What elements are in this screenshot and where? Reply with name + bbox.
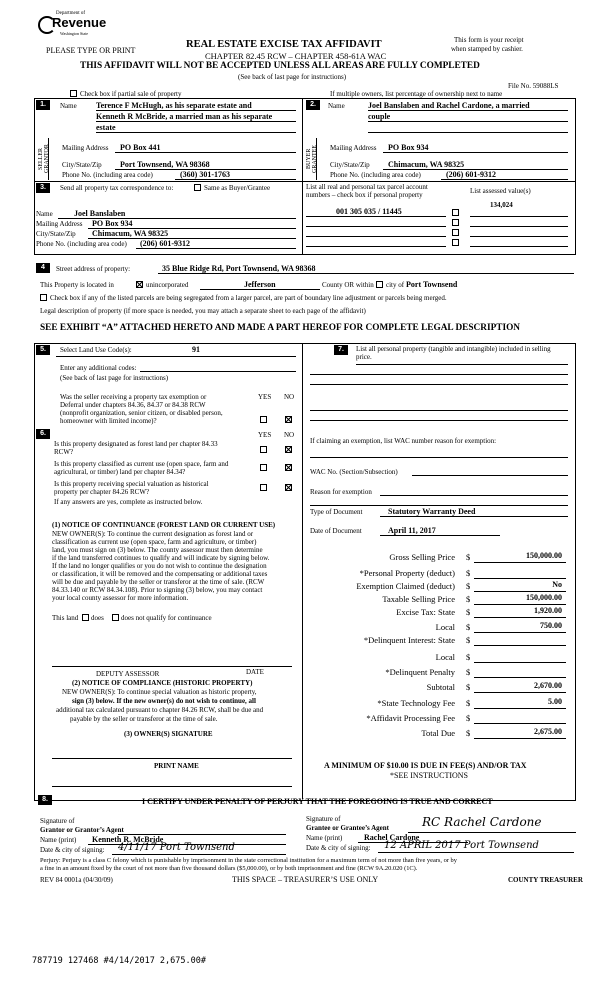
- tax-row-line: [474, 617, 566, 618]
- section-7-badge: 7.: [334, 345, 348, 355]
- tax-row-label: Subtotal: [426, 682, 455, 692]
- tax-row-line: [474, 692, 566, 693]
- grantee-agent-label: Grantee or Grantee’s Agent: [306, 824, 390, 832]
- seller-mail: PO Box 441: [120, 143, 161, 152]
- receipt-note-1: This form is your receipt: [454, 36, 524, 44]
- continuance-line-5: If the land no longer qualifies or you do not wish to continue the designation: [52, 562, 267, 570]
- document-type-label: Type of Document: [310, 508, 363, 516]
- grantee-name-label: Name (print): [306, 834, 343, 842]
- buyer-name-line2: couple: [368, 112, 391, 121]
- tax-row-line: [474, 591, 566, 592]
- tax-row-value: 750.00: [540, 621, 562, 630]
- s5-q1-line3: (nonprofit organization, senior citizen, or disabled person,: [60, 409, 223, 417]
- s5-q1-yes-checkbox[interactable]: [260, 416, 267, 423]
- tax-row-value: 2,675.00: [534, 727, 562, 736]
- same-as-buyer-label: Same as Buyer/Grantee: [204, 184, 271, 192]
- buyer-city: Chimacum, WA 98325: [388, 160, 465, 169]
- see-back-note: (See back of last page for instructions): [238, 73, 347, 81]
- parcel-label-1: List all real and personal tax parcel account: [306, 183, 428, 191]
- tax-row-currency: $: [466, 652, 471, 662]
- wac-label: WAC No. (Section/Subsection): [310, 468, 398, 476]
- please-type: PLEASE TYPE OR PRINT: [46, 46, 136, 55]
- tax-row-label: *Affidavit Processing Fee: [366, 713, 455, 723]
- treasurer-use-only: THIS SPACE – TREASURER’S USE ONLY: [232, 875, 379, 884]
- form-title: REAL ESTATE EXCISE TAX AFFIDAVIT: [186, 39, 382, 50]
- tax-row-currency: $: [466, 667, 471, 677]
- partial-sale-label: Check box if partial sale of property: [80, 90, 182, 98]
- document-date-label: Date of Document: [310, 527, 362, 535]
- corr-phone: (206) 601-9312: [140, 239, 190, 248]
- section-6-badge: 6.: [36, 429, 50, 439]
- seller-name: Terence F McHugh, as his separate estate and: [96, 101, 252, 110]
- seller-phone: (360) 301-1763: [180, 170, 230, 179]
- tax-row-label: Gross Selling Price: [389, 552, 455, 562]
- seller-name-label: Name: [60, 102, 77, 110]
- segregated-label: Check box if any of the listed parcels are being segregated from a larger parcel, are part of boundary line adjustment or parcels being merged.: [50, 294, 447, 302]
- section-1-badge: 1.: [36, 100, 50, 110]
- tax-row-label: *Delinquent Interest: State: [363, 635, 455, 645]
- s6-q2-no-checkbox[interactable]: [285, 464, 292, 471]
- seller-city: Port Townsend, WA 98368: [120, 160, 210, 169]
- county-name: Jefferson: [244, 280, 276, 289]
- same-as-buyer-checkbox[interactable]: [194, 184, 201, 191]
- corr-city-label: City/State/Zip: [36, 230, 76, 238]
- seller-name-line2: Kenneth R McBride, a married man as his separate: [96, 112, 273, 121]
- tax-row-line: [474, 723, 566, 724]
- s6-q2-yes-checkbox[interactable]: [260, 464, 267, 471]
- s6-q1-no-checkbox[interactable]: [285, 446, 292, 453]
- tax-row-currency: $: [466, 568, 471, 578]
- tax-row-line: [474, 708, 566, 709]
- continuance-line-2: classification as current use (open space, farm and agriculture, or timber): [52, 538, 257, 546]
- tax-row-label: Local: [435, 622, 455, 632]
- s6-q3-yes-checkbox[interactable]: [260, 484, 267, 491]
- tax-row-line: [474, 645, 566, 646]
- corr-mail-label: Mailing Address: [36, 220, 83, 228]
- grantee-date-label: Date & city of signing:: [306, 844, 371, 852]
- county-or-label: County OR within: [322, 281, 374, 289]
- section-2-badge: 2.: [306, 100, 320, 110]
- corr-name: Joel Banslaben: [74, 209, 126, 218]
- reason-label: Reason for exemption: [310, 488, 372, 496]
- tax-row-currency: $: [466, 635, 471, 645]
- s6-q3-no-checkbox[interactable]: [285, 484, 292, 491]
- multiple-owners-note: If multiple owners, list percentage of ownership next to name: [330, 90, 503, 98]
- assessed-label: List assessed value(s): [470, 187, 531, 195]
- tax-row-line: [474, 662, 566, 663]
- tax-row-value: 150,000.00: [526, 551, 562, 560]
- buyer-city-label: City/State/Zip: [330, 161, 370, 169]
- tax-row-label: Exemption Claimed (deduct): [356, 581, 455, 591]
- tax-row-label: *Delinquent Penalty: [385, 667, 455, 677]
- cashier-stamp: 787719 127468 #4/14/2017 2,675.00#: [32, 956, 206, 966]
- s6-q3-line1: Is this property receiving special valuation as historical: [54, 480, 209, 488]
- tax-row-label: Total Due: [421, 728, 455, 738]
- continuance-line-6: or classification, it will be removed and the compensating or additional taxes: [52, 570, 268, 578]
- corr-city: Chimacum, WA 98325: [92, 229, 169, 238]
- s6-q4: If any answers are yes, complete as instructed below.: [54, 498, 203, 506]
- grantor-sig-label: Signature of: [40, 817, 75, 825]
- land-does-not-label: does not qualify for continuance: [121, 614, 212, 622]
- deputy-assessor-label: DEPUTY ASSESSOR: [96, 670, 160, 678]
- deputy-date-label: DATE: [246, 668, 264, 676]
- buyer-phone: (206) 601-9312: [446, 170, 496, 179]
- personal-property-checkbox-3[interactable]: [452, 229, 459, 236]
- s6-no-header: NO: [284, 431, 295, 439]
- form-warning: THIS AFFIDAVIT WILL NOT BE ACCEPTED UNLESS ALL AREAS ARE FULLY COMPLETED: [80, 61, 480, 71]
- personal-property-checkbox-4[interactable]: [452, 239, 459, 246]
- section-5-badge: 5.: [36, 345, 50, 355]
- personal-property-checkbox-2[interactable]: [452, 219, 459, 226]
- continuance-line-4: if the land transferred continues to qualify and will indicate by signing below.: [52, 554, 270, 562]
- city-of-label: city of: [386, 281, 405, 289]
- parcel-number: 001 305 035 / 11445: [336, 207, 402, 216]
- tax-row-currency: $: [466, 552, 471, 562]
- continuance-title: (1) NOTICE OF CONTINUANCE (FOREST LAND OR CURRENT USE): [52, 521, 276, 529]
- s5-q1-line2: Deferral under chapters 84.36, 84.37 or 84.38 RCW: [60, 401, 206, 409]
- buyer-phone-label: Phone No. (including area code): [330, 171, 421, 179]
- historic-line-3: additional tax calculated pursuant to chapter 84.26 RCW, shall be due and: [56, 706, 264, 714]
- s6-q1-yes-checkbox[interactable]: [260, 446, 267, 453]
- continuance-line-1: NEW OWNER(S): To continue the current designation as forest land or: [52, 530, 254, 538]
- parcel-label-2: numbers – check box if personal property: [306, 191, 423, 199]
- section-3-badge: 3.: [36, 183, 50, 193]
- see-instructions-note: *SEE INSTRUCTIONS: [390, 771, 469, 780]
- tax-row-label: *Personal Property (deduct): [359, 568, 455, 578]
- personal-property-line-1: List all personal property (tangible and intangible) included in selling: [356, 345, 551, 353]
- corr-phone-label: Phone No. (including area code): [36, 240, 127, 248]
- land-use-label: Select Land Use Code(s):: [60, 346, 132, 354]
- s6-yes-header: YES: [258, 431, 272, 439]
- s6-q2-line2: agricultural, or timber) land per chapter 84.34?: [54, 468, 186, 476]
- tax-row-line: [474, 738, 566, 739]
- s5-q1-line4: homeowner with limited income)?: [60, 417, 157, 425]
- minimum-due-note: A MINIMUM OF $10.00 IS DUE IN FEE(S) AND/OR TAX: [324, 761, 527, 770]
- tax-row-label: *State Technology Fee: [377, 698, 455, 708]
- partial-sale-checkbox[interactable]: [70, 90, 77, 97]
- s6-q1-line2: RCW?: [54, 448, 74, 456]
- this-land-label: This land: [52, 614, 79, 622]
- grantor-date-label: Date & city of signing:: [40, 846, 105, 854]
- land-use-code: 91: [192, 345, 200, 354]
- city-checkbox[interactable]: [376, 281, 383, 288]
- s5-no-header: NO: [284, 393, 295, 401]
- buyer-vertical-label: BUYER GRANTEE: [306, 145, 318, 173]
- continuance-line-9: your local county assessor for more information.: [52, 594, 189, 602]
- tax-row-label: Local: [435, 652, 455, 662]
- logo-sub-text: Washington State: [60, 31, 89, 36]
- s6-q2-line1: Is this property classified as current use (open space, farm and: [54, 460, 229, 468]
- s5-q1-no-checkbox[interactable]: [285, 416, 292, 423]
- logo-top-text: Department of: [56, 11, 86, 16]
- receipt-note-2: when stamped by cashier.: [451, 45, 523, 53]
- tax-row-currency: $: [466, 728, 471, 738]
- additional-codes-label: Enter any additional codes:: [60, 364, 137, 372]
- tax-row-label: Excise Tax: State: [396, 607, 455, 617]
- historic-title: (2) NOTICE OF COMPLIANCE (HISTORIC PROPERTY): [72, 679, 253, 687]
- certify-statement: I CERTIFY UNDER PENALTY OF PERJURY THAT THE FOREGOING IS TRUE AND CORRECT: [142, 797, 493, 806]
- land-does-not-checkbox[interactable]: [112, 614, 119, 621]
- tax-row-value: 2,670.00: [534, 681, 562, 690]
- tax-row-line: [474, 578, 566, 579]
- s5-q1-line1: Was the seller receiving a property tax exemption or: [60, 393, 207, 401]
- form-chapter: CHAPTER 82.45 RCW – CHAPTER 458-61A WAC: [205, 51, 387, 61]
- land-does-checkbox[interactable]: [82, 614, 89, 621]
- perjury-line-1: Perjury: Perjury is a class C felony which is punishable by imprisonment in the state correctional institution for a maximum term of not more than five years, or by: [40, 857, 457, 864]
- tax-row-value: No: [552, 580, 562, 589]
- form-revision: REV 84 0001a (04/30/09): [40, 876, 113, 884]
- dor-logo: [38, 10, 107, 38]
- grantee-name: Rachel Cardone: [364, 833, 420, 842]
- section-8-badge: 8.: [38, 795, 52, 805]
- land-does-label: does: [91, 614, 104, 622]
- perjury-line-2: a fine in an amount fixed by the court of not more than five thousand dollars ($5,000.00), or by both imprisonment and fine (RCW 9A.20.020 (1C).: [40, 865, 418, 872]
- continuance-line-3: land, you must sign on (3) below. The county assessor must then determine: [52, 546, 263, 554]
- grantor-name: Kenneth R. McBride: [92, 835, 164, 844]
- corr-mail: PO Box 934: [92, 219, 133, 228]
- city-name: Port Townsend: [406, 280, 458, 289]
- tax-row-line: [474, 632, 566, 633]
- personal-property-line-2: price.: [356, 353, 372, 361]
- historic-line-4: payable by the seller or transferor at the time of sale.: [70, 715, 218, 723]
- seller-phone-label: Phone No. (including area code): [62, 171, 153, 179]
- legal-description-label: Legal description of property (if more space is needed, you may attach a separate sheet to each page of the affidavit): [40, 307, 366, 315]
- s5-yes-header: YES: [258, 393, 272, 401]
- logo-main-text: Revenue: [52, 15, 107, 30]
- grantee-signature: RC Rachel Cardone: [422, 815, 542, 829]
- tax-row-currency: $: [466, 581, 471, 591]
- personal-property-checkbox-1[interactable]: [452, 209, 459, 216]
- grantor-name-label: Name (print): [40, 836, 77, 844]
- seller-mail-label: Mailing Address: [62, 144, 109, 152]
- tax-row-currency: $: [466, 622, 471, 632]
- street-address: 35 Blue Ridge Rd, Port Townsend, WA 98368: [162, 264, 316, 273]
- tax-row-currency: $: [466, 682, 471, 692]
- seller-city-label: City/State/Zip: [62, 161, 102, 169]
- tax-row-currency: $: [466, 713, 471, 723]
- exemption-label: If claiming an exemption, list WAC number reason for exemption:: [310, 437, 497, 445]
- file-number: File No. 59088LS: [508, 82, 559, 90]
- buyer-mail-label: Mailing Address: [330, 144, 377, 152]
- tax-row-line: [474, 604, 566, 605]
- grantor-agent-label: Grantor or Grantor’s Agent: [40, 826, 124, 834]
- segregated-checkbox[interactable]: [40, 294, 47, 301]
- document-date: April 11, 2017: [388, 526, 436, 535]
- grantee-date: 12 APRIL 2017 Port Townsend: [384, 840, 539, 851]
- unincorporated-label: unincorporated: [146, 281, 189, 289]
- tax-row-value: 5.00: [548, 697, 562, 706]
- continuance-line-7: will be due and payable by the seller or transferor at the time of sale. (RCW: [52, 578, 265, 586]
- seller-name-line3: estate: [96, 123, 116, 132]
- tax-row-value: 1,920.00: [534, 606, 562, 615]
- tax-row-value: 150,000.00: [526, 593, 562, 602]
- document-type: Statutory Warranty Deed: [388, 507, 476, 516]
- buyer-mail: PO Box 934: [388, 143, 429, 152]
- corr-name-label: Name: [36, 210, 53, 218]
- street-label: Street address of property:: [56, 265, 131, 273]
- tax-row-currency: $: [466, 698, 471, 708]
- assessed-value: 134,024: [490, 201, 513, 209]
- historic-line-1: NEW OWNER(S): To continue special valuation as historic property,: [62, 688, 257, 696]
- buyer-name-label: Name: [328, 102, 345, 110]
- print-name-label: PRINT NAME: [154, 762, 199, 770]
- grantee-sig-label: Signature of: [306, 815, 341, 823]
- grantor-date: 4/11/17 Port Townsend: [118, 842, 235, 853]
- exhibit-statement: SEE EXHIBIT “A” ATTACHED HERETO AND MADE A PART HEREOF FOR COMPLETE LEGAL DESCRIPTION: [40, 323, 521, 333]
- section-4-badge: 4: [36, 263, 50, 273]
- tax-row-currency: $: [466, 607, 471, 617]
- located-label: This Property is located in: [40, 281, 114, 289]
- send-correspondence-label: Send all property tax correspondence to:: [60, 184, 174, 192]
- unincorporated-checkbox[interactable]: [136, 281, 143, 288]
- owner-signature-label: (3) OWNER(S) SIGNATURE: [124, 730, 213, 738]
- tax-row-line: [474, 562, 566, 563]
- s6-q1-line1: Is this property designated as forest land per chapter 84.33: [54, 440, 218, 448]
- land-use-see-back: (See back of last page for instructions): [60, 374, 169, 382]
- historic-line-2: sign (3) below. If the new owner(s) do not wish to continue, all: [72, 697, 256, 705]
- buyer-name: Joel Banslaben and Rachel Cardone, a married: [368, 101, 530, 110]
- tax-row-line: [474, 677, 566, 678]
- s6-q3-line2: property per chapter 84.26 RCW?: [54, 488, 150, 496]
- continuance-line-8: 84.33.140 or RCW 84.34.108). Prior to signing (3) below, you may contact: [52, 586, 263, 594]
- tax-row-currency: $: [466, 594, 471, 604]
- county-treasurer-label: COUNTY TREASURER: [508, 876, 583, 884]
- seller-vertical-label: SELLER GRANTOR: [38, 144, 50, 174]
- tax-row-label: Taxable Selling Price: [382, 594, 455, 604]
